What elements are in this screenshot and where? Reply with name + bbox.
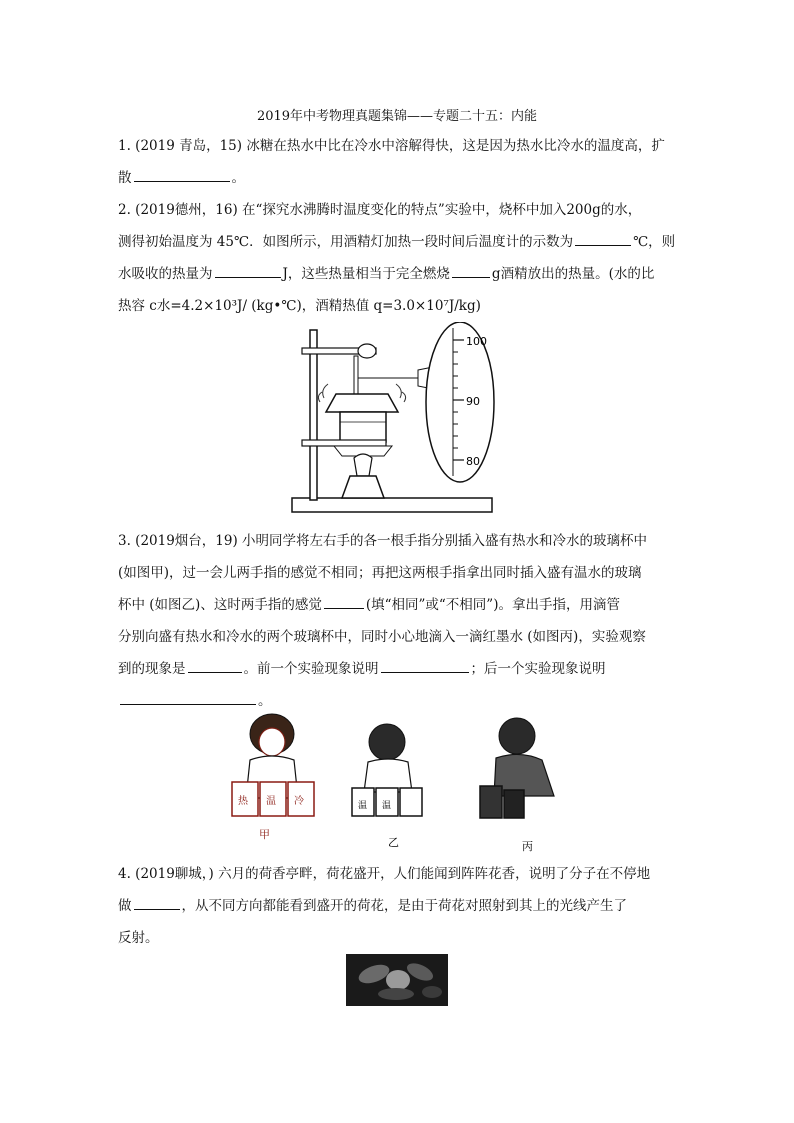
lower-clamp: [302, 440, 386, 446]
q3-line-3a: 杯中 (如图乙)、这时两手指的感觉: [118, 597, 322, 613]
q3-blank-phenomenon[interactable]: [188, 658, 242, 673]
apparatus-figure: [288, 322, 498, 522]
q4-line-2: [118, 890, 678, 922]
cups-figure: [222, 712, 582, 854]
q1-line-1: 1. (2019 青岛，15) 冰糖在热水中比在冷水中溶解得快，这是因为热水比冷水的温度高，扩: [118, 138, 665, 154]
cups-drawing: [222, 712, 582, 854]
q3-line-5b: 。前一个实验现象说明: [243, 661, 379, 677]
q3-line-2: (如图甲)，过一会儿两手指的感觉不相同；再把这两根手指拿出同时插入盛有温水的玻璃: [118, 565, 642, 581]
q3-line-4: 分别向盛有热水和冷水的两个玻璃杯中，同时小心地滴入一滴红墨水 (如图丙)，实验观察: [118, 629, 646, 645]
q3-blank-feeling[interactable]: [324, 594, 364, 609]
apparatus-drawing: [288, 322, 498, 522]
q1-text-c: 。: [231, 170, 245, 186]
figure-bing: [480, 718, 554, 853]
beaker-lid: [326, 394, 398, 412]
stand-base: [292, 498, 492, 512]
q2-blank-mass[interactable]: [452, 263, 490, 278]
tick-100: 100: [466, 335, 487, 348]
cup-label-warm-1: 温: [266, 796, 276, 807]
page-title: 2019年中考物理真题集锦——专题二十五：内能: [256, 109, 538, 124]
q1-text-b: 散: [118, 170, 132, 186]
q3-blank-explanation-2[interactable]: [120, 690, 256, 705]
q1-line-2: [118, 162, 678, 194]
q4-line-2b: ，从不同方向都能看到盛开的荷花，是由于荷花对照射到其上的光线产生了: [181, 898, 627, 914]
question-2: [118, 194, 678, 322]
q2-text-c2: J，这些热量相当于完全燃烧: [282, 266, 450, 282]
q2-line-2: [118, 226, 678, 258]
alcohol-lamp: [342, 476, 384, 498]
cup-label-hot: 热: [238, 796, 248, 807]
clamp-head: [358, 344, 376, 358]
tick-90: 90: [466, 395, 480, 408]
q2-text-b1: 测得初始温度为 45℃．如图所示，用酒精灯加热一段时间后温度计的示数为: [118, 234, 574, 250]
label-bing: 丙: [522, 840, 533, 853]
q3-line-6-end: 。: [258, 693, 272, 709]
q2-line-3: [118, 258, 678, 290]
q2-line-4: 热容 c水=4.2×10³J/ (kg•℃)，酒精热值 q=3.0×10⁷J/kg): [118, 298, 481, 314]
q4-line-1: 4. (2019聊城，) 六月的荷香亭畔，荷花盛开，人们能闻到阵阵花香，说明了分子在不停地: [118, 866, 651, 882]
tick-80: 80: [466, 455, 480, 468]
q3-line-5c: ；后一个实验现象说明: [470, 661, 606, 677]
q4-line-3: 反射。: [118, 930, 159, 946]
flame: [354, 454, 372, 476]
q3-line-1: 3. (2019烟台，19) 小明同学将左右手的各一根手指分别插入盛有热水和冷水的玻璃杯中: [118, 533, 648, 549]
cup-label-cold: 冷: [294, 796, 304, 807]
lotus-photo: [346, 954, 448, 1006]
q3-line-3: [118, 589, 678, 621]
lotus-image: [346, 954, 448, 1006]
question-3: [118, 525, 678, 717]
stand-rod: [310, 330, 317, 500]
q2-text-c3: g酒精放出的热量。(水的比: [491, 266, 655, 282]
figure-yi: [352, 724, 422, 849]
figure-jia: [232, 714, 314, 841]
label-jia: 甲: [259, 828, 270, 841]
q2-text-b2: ℃，则: [633, 234, 676, 250]
q2-blank-heat[interactable]: [215, 263, 281, 278]
q4-line-2a: 做: [118, 898, 132, 914]
q2-line-1: 2. (2019德州，16) 在“探究水沸腾时温度变化的特点”实验中，烧杯中加入200g的水，: [118, 202, 642, 218]
q4-blank-motion[interactable]: [134, 895, 180, 910]
question-4: [118, 858, 678, 954]
q3-blank-explanation-1[interactable]: [381, 658, 469, 673]
beaker: [340, 412, 386, 442]
q2-blank-temperature[interactable]: [575, 231, 631, 246]
q2-text-c1: 水吸收的热量为: [118, 266, 213, 282]
q3-line-5: [118, 653, 678, 685]
q3-line-5a: 到的现象是: [118, 661, 186, 677]
q1-blank[interactable]: [134, 167, 230, 182]
question-1: [118, 130, 678, 194]
label-yi: 乙: [388, 836, 399, 849]
q3-line-3b: (填“相同”或“不相同”)。拿出手指，用滴管: [365, 597, 620, 613]
cup-label-warm-3: 温: [382, 801, 392, 811]
cup-label-warm-2: 温: [358, 801, 368, 811]
